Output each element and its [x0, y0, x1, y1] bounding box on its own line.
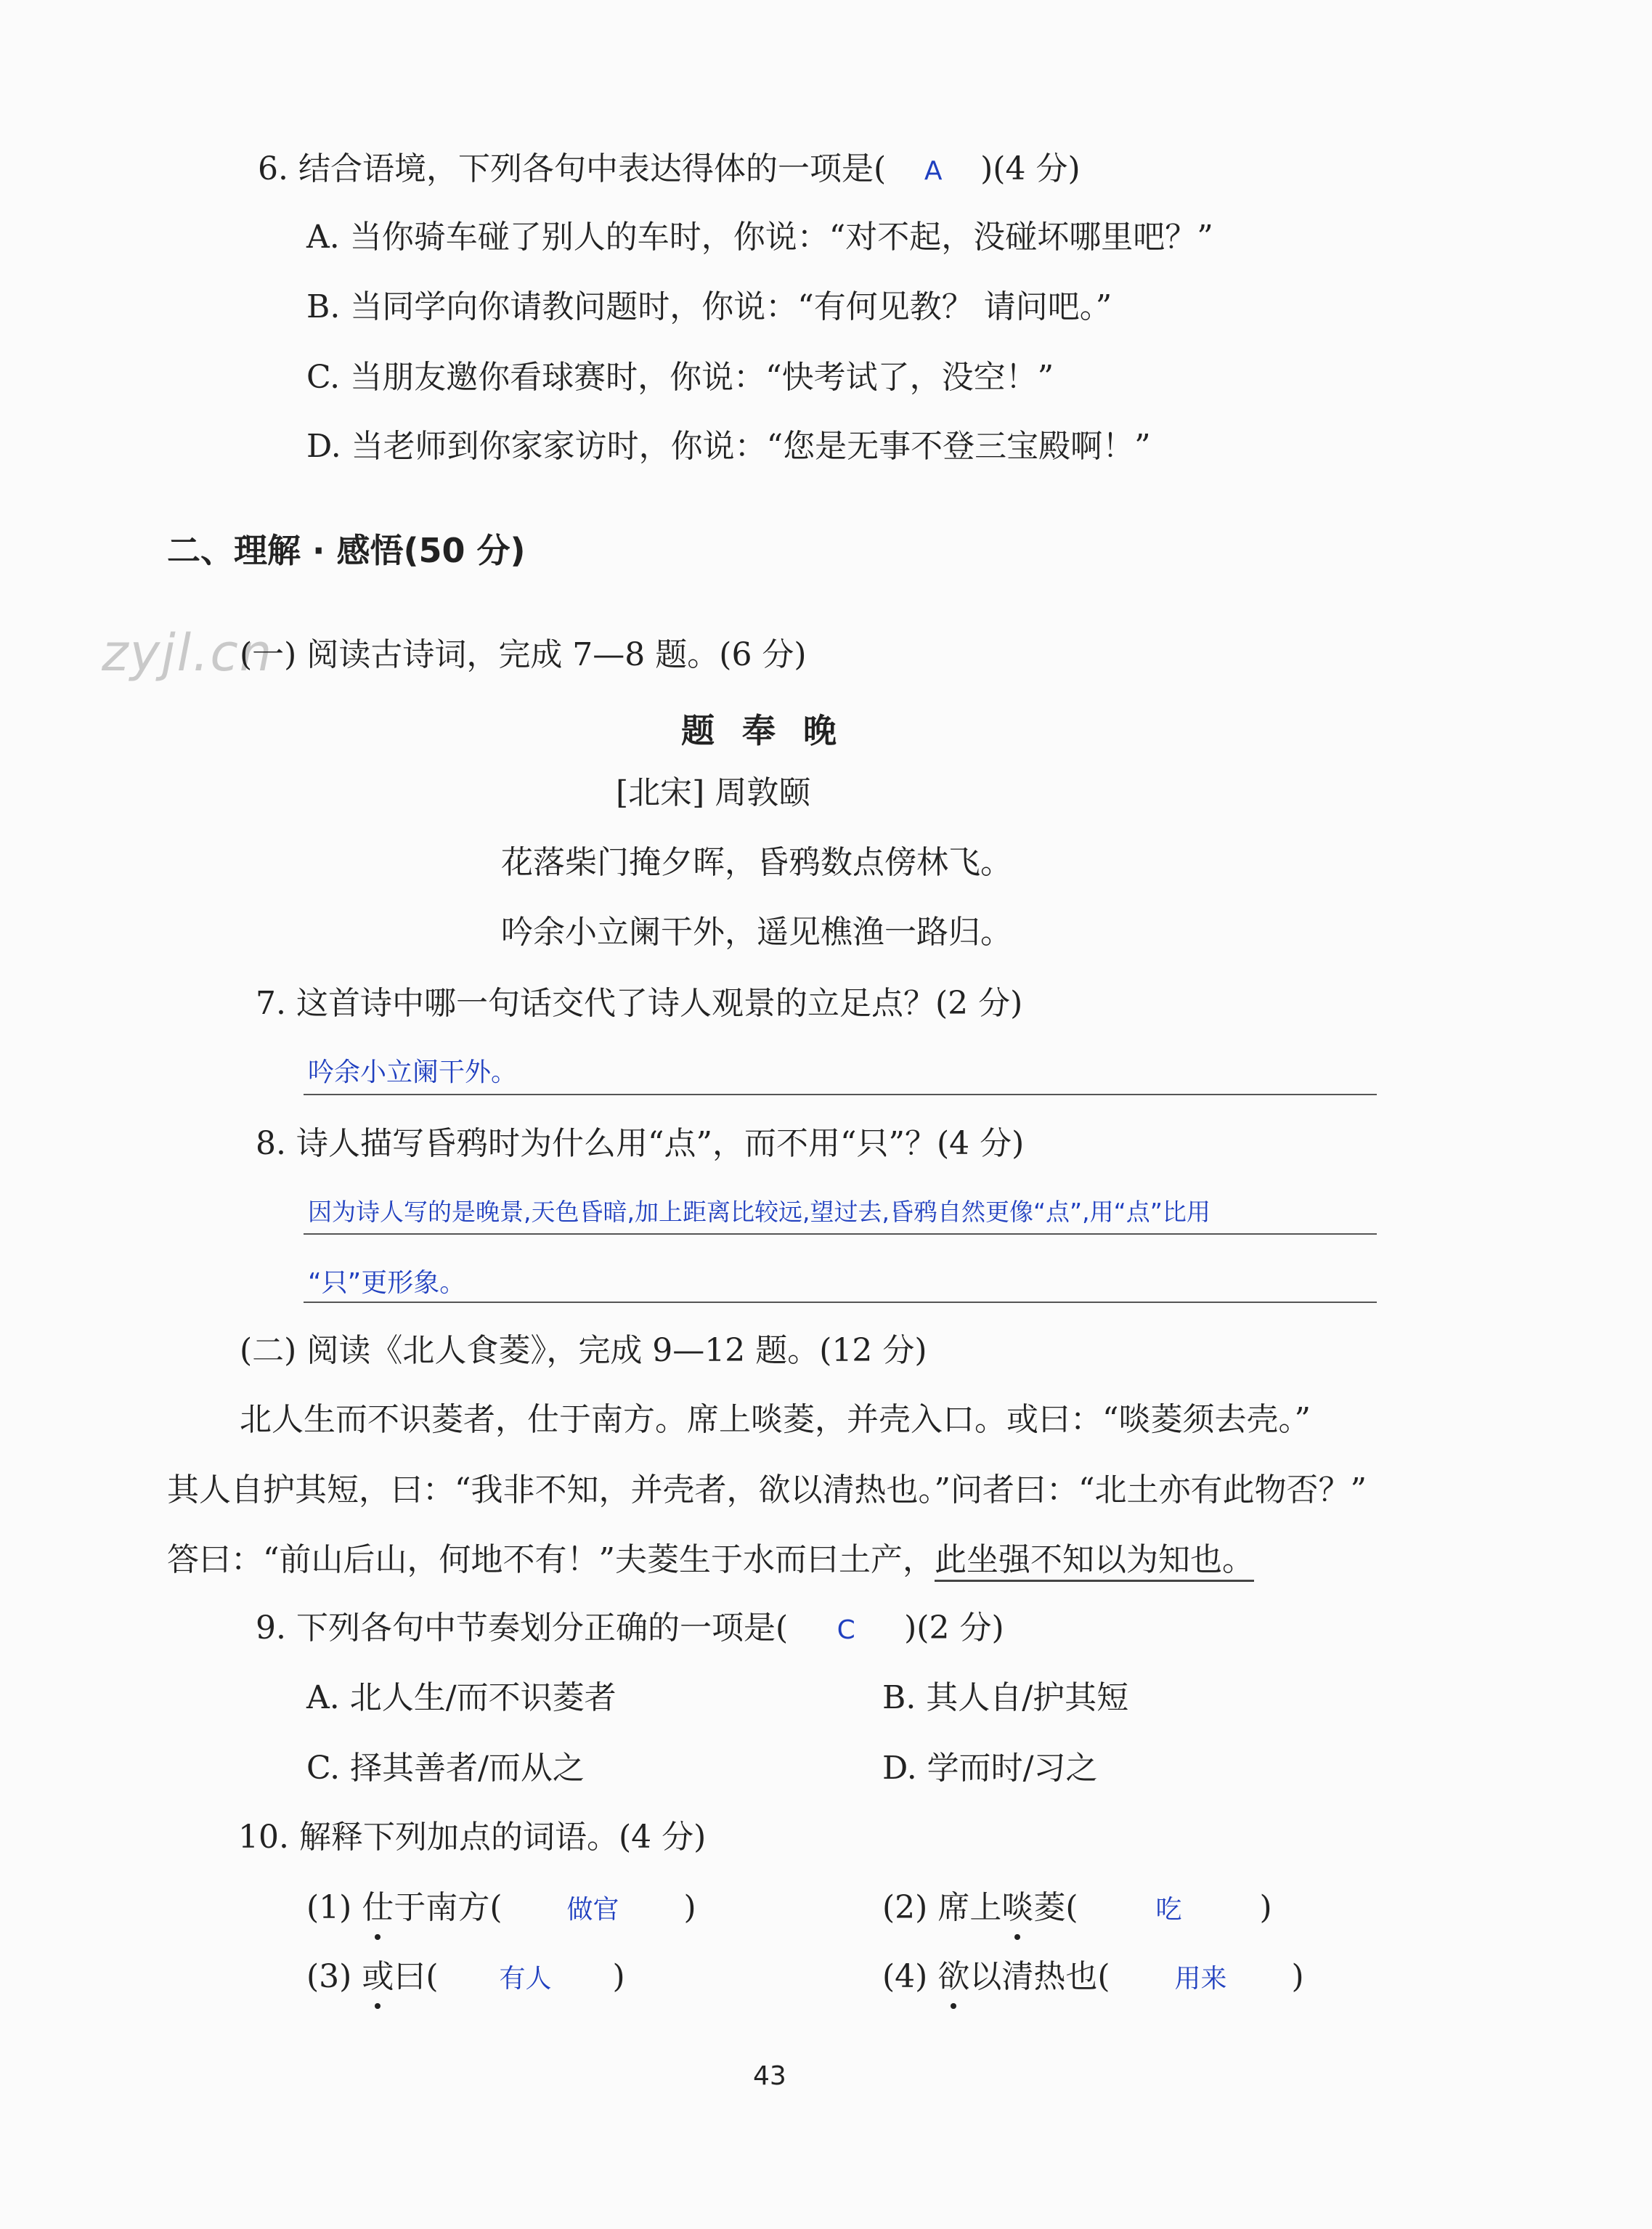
q10-answer-4: 用来 [1174, 1964, 1227, 1994]
q9-option-b: B. 其人自/护其短 [882, 1679, 1129, 1716]
q7-answer-line [304, 1094, 1377, 1095]
q10-item-1: (1) 仕于南方( 做官 ) [306, 1886, 696, 1932]
passage-line-2: 其人自护其短，曰：“我非不知，并壳者，欲以清热也。”问者曰：“北土亦有此物否？” [167, 1471, 1367, 1509]
emphasis-dot-char: 或 [362, 1955, 394, 1999]
q8-answer-line-2 [304, 1302, 1377, 1303]
passage-line-1: 北人生而不识菱者，仕于南方。席上啖菱，并壳入口。或曰：“啖菱须去壳。” [240, 1401, 1311, 1438]
q6-answer: A [924, 156, 943, 186]
page-number: 43 [753, 2061, 786, 2091]
q10-answer-2: 吃 [1155, 1895, 1182, 1925]
q8-stem: 8. 诗人描写昏鸦时为什么用“点”，而不用“只”？(4 分) [256, 1125, 1025, 1162]
q10-item-4: (4) 欲以清热也( 用来 ) [882, 1955, 1304, 2001]
poem-title: 题奉晚 [681, 711, 864, 750]
emphasis-dot-char: 欲 [937, 1955, 969, 1999]
part2-intro: (二) 阅读《北人食菱》，完成 9—12 题。(12 分) [240, 1332, 927, 1369]
q9-option-a: A. 北人生/而不识菱者 [306, 1679, 617, 1716]
poem-line-2: 吟余小立阑干外，遥见樵渔一路归。 [501, 914, 1012, 951]
underlined-sentence: 此坐强不知以为知也。 [935, 1541, 1254, 1582]
passage-line-3: 答曰：“前山后山，何地不有！”夫菱生于水而曰土产，此坐强不知以为知也。 [167, 1538, 1254, 1582]
q8-answer-line-1 [304, 1233, 1377, 1235]
emphasis-dot-char: 啖 [1001, 1886, 1033, 1930]
q8-answer-line1: 因为诗人写的是晚景,天色昏暗,加上距离比较远,望过去,昏鸦自然更像“点”,用“点”比用 [308, 1198, 1210, 1226]
poem-author: [北宋] 周敦颐 [616, 774, 811, 811]
q6-option-d: D. 当老师到你家家访时，你说：“您是无事不登三宝殿啊！” [306, 428, 1151, 465]
q6-option-c: C. 当朋友邀你看球赛时，你说：“快考试了，没空！” [306, 359, 1054, 396]
watermark-logo: zyjl.cn [102, 623, 274, 683]
q7-answer: 吟余小立阑干外。 [308, 1057, 518, 1087]
q9-option-d: D. 学而时/习之 [882, 1750, 1098, 1787]
q6-stem: 6. 结合语境，下列各句中表达得体的一项是( A )(4 分) [258, 147, 1081, 193]
q8-answer-line2: “只”更形象。 [308, 1268, 466, 1298]
q10-answer-3: 有人 [499, 1964, 552, 1994]
q10-stem: 10. 解释下列加点的词语。(4 分) [238, 1819, 707, 1856]
q10-item-2: (2) 席上啖菱( 吃 ) [882, 1886, 1272, 1932]
emphasis-dot-char: 仕 [362, 1886, 394, 1930]
q9-answer: C [837, 1615, 855, 1645]
q10-item-3: (3) 或曰( 有人 ) [306, 1955, 625, 2001]
q9-option-c: C. 择其善者/而从之 [306, 1750, 585, 1787]
q6-option-a: A. 当你骑车碰了别人的车时，你说：“对不起，没碰坏哪里吧？” [306, 219, 1213, 256]
q7-stem: 7. 这首诗中哪一句话交代了诗人观景的立足点？(2 分) [256, 985, 1023, 1022]
part1-intro: (一) 阅读古诗词，完成 7—8 题。(6 分) [240, 636, 807, 673]
q6-option-b: B. 当同学向你请教问题时，你说：“有何见教？ 请问吧。” [306, 288, 1112, 325]
q9-stem: 9. 下列各句中节奏划分正确的一项是( C )(2 分) [256, 1607, 1004, 1652]
section-heading: 二、理解 · 感悟(50 分) [167, 531, 526, 570]
poem-line-1: 花落柴门掩夕晖，昏鸦数点傍林飞。 [501, 844, 1012, 881]
q10-answer-1: 做官 [566, 1895, 619, 1925]
